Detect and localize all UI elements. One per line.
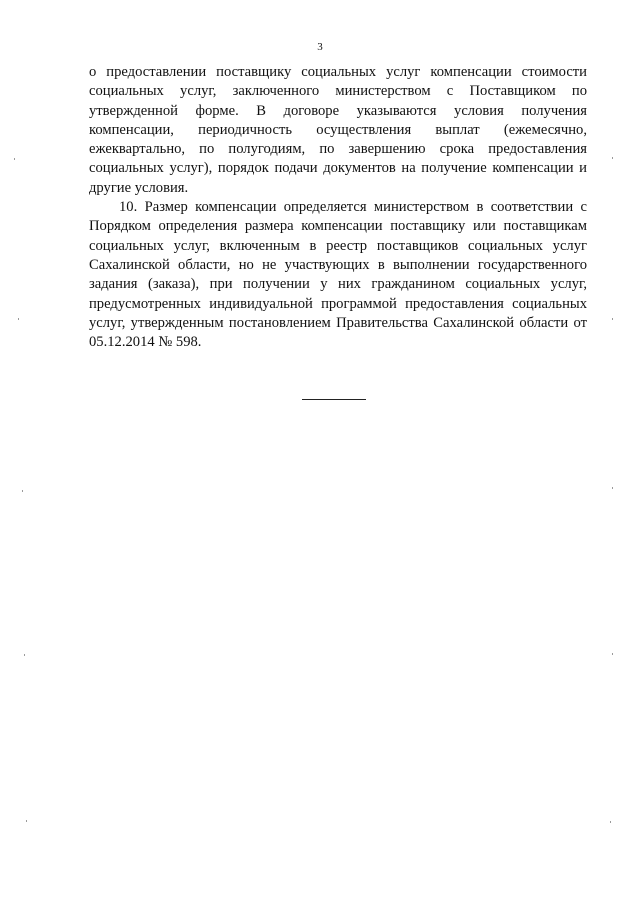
paragraph-item-10: 10. Размер компенсации определяется министерством в соответствии с Порядком определения размера компенсации поставщику или поставщикам социальных услуг, включенным в реестр поставщиков социальных услуг Сахалинской области, но не участвующих в выполнении государственного задания (заказа), при получении у них гражданином социальных услуг, предусмотренных индивидуальной программой предоставления социальных услуг, утвержденным постановлением Правительства Сахалинской области от 05.12.2014 № 598. (89, 199, 587, 351)
scan-speck (612, 487, 613, 489)
scan-speck (610, 821, 611, 823)
scan-speck (612, 157, 613, 159)
paragraph-continuation: о предоставлении поставщику социальных услуг компенсации стоимости социальных услуг, заключенного министерством с Поставщиком по утвержденной форме. В договоре указываются условия получения компенсации, периодичность осуществления выплат (ежемесячно, ежеквартально, по полугодиям, по завершению срока предоставления социальных услуг), порядок подачи документов на получение компенсации и другие условия. (89, 64, 587, 196)
scan-speck (612, 653, 613, 655)
scan-speck (612, 318, 613, 320)
scan-speck (18, 318, 19, 320)
page-number: 3 (317, 41, 323, 53)
scan-speck (22, 490, 23, 492)
scan-speck (24, 654, 25, 656)
document-body (89, 63, 587, 352)
scan-speck (14, 158, 15, 160)
scan-speck (26, 820, 27, 822)
closing-divider-line (302, 399, 366, 400)
